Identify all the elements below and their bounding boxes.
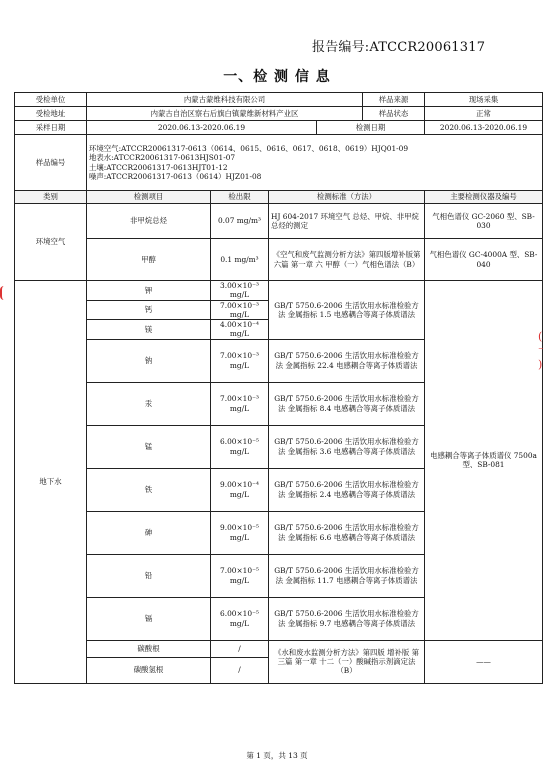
item-instrument: —— <box>425 640 543 683</box>
col-header-item: 检测项目 <box>87 191 211 204</box>
info-row-address <box>15 107 543 121</box>
item-instrument: 气相色谱仪 GC-2060 型、SB-030 <box>425 204 543 239</box>
item-limit: 7.00×10⁻⁵ mg/L <box>211 554 269 597</box>
item-standard: 《空气和废气监测分析方法》第四版增补版第六篇 第一章 六 甲醇（一）气相色谱法（B） <box>269 239 425 281</box>
sample-no-line: 地表水:ATCCR20061317-0613HJS01-07 <box>89 153 236 163</box>
sample-no-line: 环境空气:ATCCR20061317-0613（0614、0615、0616、0617、0618、0619）HJQ01-09 <box>89 144 409 153</box>
source-value: 现场采集 <box>425 93 543 107</box>
test-date-value: 2020.06.13-2020.06.19 <box>425 121 543 135</box>
table-row <box>15 640 543 657</box>
item-name: 钾 <box>87 281 211 301</box>
table-row <box>15 281 543 301</box>
seal-stamp-left <box>0 286 12 300</box>
page-footer: 第 1 页，共 13 页 <box>246 751 308 760</box>
item-standard: GB/T 5750.6-2006 生活饮用水标准检验方法 金属指标 6.6 电感耦合等离子体质谱法 <box>269 511 425 554</box>
table-row <box>15 204 543 239</box>
item-limit: / <box>211 640 269 657</box>
item-limit: 7.00×10⁻³ mg/L <box>211 382 269 425</box>
inspection-info-table <box>14 92 543 684</box>
col-header-limit: 检出限 <box>211 191 269 204</box>
table-row <box>15 239 543 281</box>
item-limit: 7.00×10⁻³ mg/L <box>211 300 269 320</box>
client-label: 受检单位 <box>15 93 87 107</box>
item-standard: GB/T 5750.6-2006 生活饮用水标准检验方法 金属指标 22.4 电感耦合等离子体质谱法 <box>269 339 425 382</box>
address-label: 受检地址 <box>15 107 87 121</box>
info-row-dates <box>15 121 543 135</box>
item-name: 镉 <box>87 597 211 640</box>
info-row-client <box>15 93 543 107</box>
item-limit: 7.00×10⁻³ mg/L <box>211 339 269 382</box>
item-standard: HJ 604-2017 环境空气 总烃、甲烷、非甲烷总烃的测定 <box>269 204 425 239</box>
item-standard: GB/T 5750.6-2006 生活饮用水标准检验方法 金属指标 1.5 电感耦合等离子体质谱法 <box>269 281 425 340</box>
item-name: 铅 <box>87 554 211 597</box>
page-title: 一、检 测 信 息 <box>223 69 331 85</box>
info-row-sample-no <box>15 135 543 191</box>
col-header-category: 类别 <box>15 191 87 204</box>
item-name: 钠 <box>87 339 211 382</box>
item-standard: GB/T 5750.6-2006 生活饮用水标准检验方法 金属指标 3.6 电感耦合等离子体质谱法 <box>269 425 425 468</box>
sample-no-line: 噪声:ATCCR20061317-0613（0614）HJZ01-08 <box>89 171 262 181</box>
test-date-label: 检测日期 <box>317 121 425 135</box>
item-standard: GB/T 5750.6-2006 生活饮用水标准检验方法 金属指标 11.7 电感耦合等离子体质谱法 <box>269 554 425 597</box>
report-number: 报告编号:ATCCR20061317 <box>312 40 486 55</box>
status-value: 正常 <box>425 107 543 121</box>
address-value: 内蒙古自治区察右后旗白镇蒙维新材料产业区 <box>87 107 363 121</box>
item-standard: 《水和废水监测分析方法》第四版 增补版 第三篇 第一章 十二（一）酸碱指示剂滴定法（B） <box>269 640 425 683</box>
sample-no-line: 土壤:ATCCR20061317-0613HJT01-12 <box>89 162 228 172</box>
item-name: 甲醇 <box>87 239 211 281</box>
item-standard: GB/T 5750.6-2006 生活饮用水标准检验方法 金属指标 8.4 电感耦合等离子体质谱法 <box>269 382 425 425</box>
item-name: 钙 <box>87 300 211 320</box>
client-value: 内蒙古蒙维科技有限公司 <box>87 93 363 107</box>
item-name: 锰 <box>87 425 211 468</box>
sampling-date-label: 采样日期 <box>15 121 87 135</box>
status-label: 样品状态 <box>363 107 425 121</box>
item-name: 碳酸氢根 <box>87 657 211 683</box>
item-name: 铁 <box>87 468 211 511</box>
seal-stamp-right: ( ⁻ ) <box>538 330 544 371</box>
item-instrument: 气相色谱仪 GC-4000A 型、SB-040 <box>425 239 543 281</box>
item-limit: 0.07 mg/m³ <box>211 204 269 239</box>
item-standard: GB/T 5750.6-2006 生活饮用水标准检验方法 金属指标 2.4 电感耦合等离子体质谱法 <box>269 468 425 511</box>
category-air: 环境空气 <box>15 204 87 281</box>
item-name: 碳酸根 <box>87 640 211 657</box>
item-name: 砷 <box>87 511 211 554</box>
sample-no-value <box>87 135 543 191</box>
item-name: 汞 <box>87 382 211 425</box>
item-name: 镁 <box>87 320 211 340</box>
item-limit: 9.00×10⁻⁴ mg/L <box>211 468 269 511</box>
item-limit: 6.00×10⁻⁵ mg/L <box>211 425 269 468</box>
item-limit: / <box>211 657 269 683</box>
col-header-instrument: 主要检测仪器及编号 <box>425 191 543 204</box>
sample-no-label: 样品编号 <box>15 135 87 191</box>
item-instrument: 电感耦合等离子体质谱仪 7500a 型、SB-081 <box>425 281 543 641</box>
item-limit: 3.00×10⁻³ mg/L <box>211 281 269 301</box>
item-standard: GB/T 5750.6-2006 生活饮用水标准检验方法 金属指标 9.7 电感耦合等离子体质谱法 <box>269 597 425 640</box>
sampling-date-value: 2020.06.13-2020.06.19 <box>87 121 317 135</box>
category-groundwater: 地下水 <box>15 281 87 684</box>
item-limit: 0.1 mg/m³ <box>211 239 269 281</box>
item-name: 非甲烷总烃 <box>87 204 211 239</box>
col-header-standard: 检测标准（方法） <box>269 191 425 204</box>
item-limit: 9.00×10⁻⁵ mg/L <box>211 511 269 554</box>
column-header-row <box>15 191 543 204</box>
item-limit: 6.00×10⁻⁵ mg/L <box>211 597 269 640</box>
source-label: 样品来源 <box>363 93 425 107</box>
item-limit: 4.00×10⁻⁴ mg/L <box>211 320 269 340</box>
